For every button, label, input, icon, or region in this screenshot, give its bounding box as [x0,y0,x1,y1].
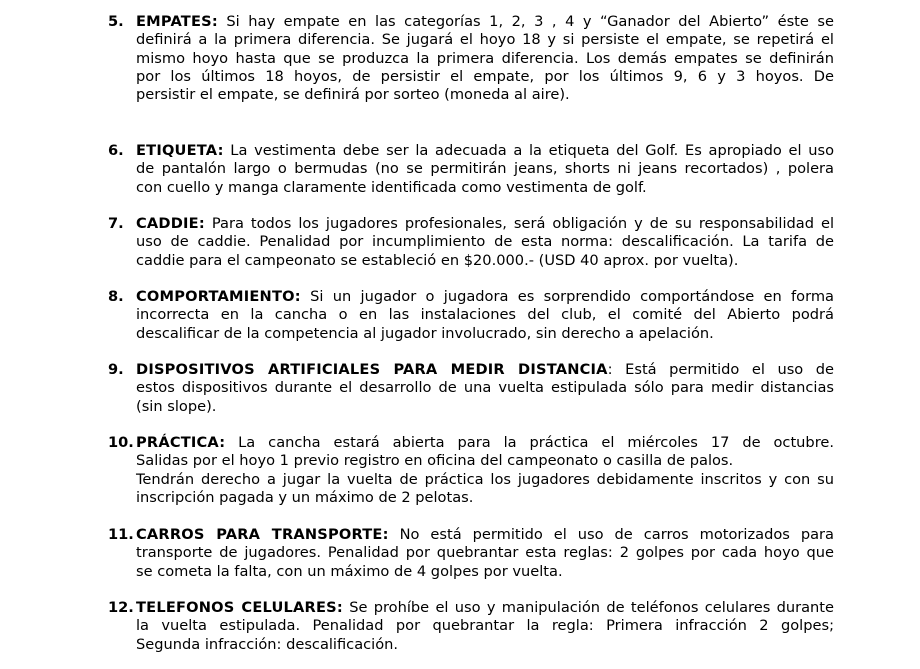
rule-line: Tendrán derecho a jugar la vuelta de práctica los jugadores debidamente inscritos y con su [136,470,834,488]
rule-number: 5. [108,13,124,30]
rule-line: se cometa la falta, con un máximo de 4 golpes por vuelta. [136,562,563,580]
rule-body [136,361,834,416]
rule-line: con cuello y manga claramente identificada como vestimenta de golf. [136,178,647,196]
rule-line: Segunda infracción: descalificación. [136,635,399,653]
rule-title: DISPOSITIVOS ARTIFICIALES PARA MEDIR DISTANCIA [136,361,608,378]
rule-title: EMPATES: [136,13,218,30]
rule-line: descalificar de la competencia al jugador involucrado, sin derecho a apelación. [136,324,714,342]
rule-line: CARROS PARA TRANSPORTE: No está permitido el uso de carros motorizados para [136,526,834,543]
rule-line: caddie para el campeonato se estableció en $20.000.- (USD 40 aprox. por vuelta). [136,251,739,269]
rule-title: PRÁCTICA: [136,434,226,451]
rule-title: CARROS PARA TRANSPORTE: [136,526,389,543]
rule-body [136,13,834,104]
rule-title: TELEFONOS CELULARES: [136,599,343,616]
rule-title: CADDIE: [136,215,205,232]
rule-number: 10. [108,434,134,451]
rule-number: 7. [108,215,124,232]
rule-line: EMPATES: Si hay empate en las categorías 1, 2, 3 , 4 y “Ganador del Abierto” éste se [136,13,834,30]
rule-line: definirá a la primera diferencia. Se jugará el hoyo 18 y si persiste el empate, se repetirá el [136,31,834,49]
rule-line: mismo hoyo hasta que se produzca la primera diferencia. Los demás empates se definirán [136,49,834,67]
rule-line: ETIQUETA: La vestimenta debe ser la adecuada a la etiqueta del Golf. Es apropiado el uso [136,142,834,159]
rule-line: de pantalón largo o bermudas (no se permitirán jeans, shorts ni jeans recortados) , polera [136,160,834,178]
rule-line: PRÁCTICA: La cancha estará abierta para la práctica el miércoles 17 de octubre. [136,434,834,451]
rule-line: COMPORTAMIENTO: Si un jugador o jugadora es sorprendido comportándose en forma [136,288,834,305]
rule-body [136,526,834,581]
rule-body [136,599,834,654]
rule-line: inscripción pagada y un máximo de 2 pelotas. [136,488,474,506]
rule-line: persistir el empate, se definirá por sorteo (moneda al aire). [136,86,570,104]
rule-body [136,142,834,197]
rule-body [136,288,834,343]
rule-line: la vuelta estipulada. Penalidad por quebrantar la regla: Primera infracción 2 golpes; [136,617,834,635]
rule-number: 8. [108,288,124,305]
rule-body [136,215,834,270]
rule-number: 6. [108,142,124,159]
rule-line: CADDIE: Para todos los jugadores profesionales, será obligación y de su responsabilidad el [136,215,834,232]
rule-line: estos dispositivos durante el desarrollo de una vuelta estipulada sólo para medir distancias [136,379,834,397]
rule-line: incorrecta en la cancha o en las instalaciones del club, el comité del Abierto podrá [136,306,834,324]
rule-line: TELEFONOS CELULARES: Se prohíbe el uso y manipulación de teléfonos celulares durante [136,599,835,616]
rule-title: ETIQUETA: [136,142,224,159]
rule-line: uso de caddie. Penalidad por incumplimiento de esta norma: descalificación. La tarifa de [136,233,834,251]
rule-line: (sin slope). [136,397,217,415]
rule-line: por los últimos 18 hoyos, de persistir el empate, por los últimos 9, 6 y 3 hoyos. De [136,67,834,85]
rule-number: 11. [108,526,134,543]
rule-number: 9. [108,361,124,378]
rule-title: COMPORTAMIENTO: [136,288,301,305]
rule-line: DISPOSITIVOS ARTIFICIALES PARA MEDIR DISTANCIA: Está permitido el uso de [136,361,834,378]
rule-body [136,434,834,507]
rule-line: Salidas por el hoyo 1 previo registro en oficina del campeonato o casilla de palos. [136,452,734,470]
rule-line: transporte de jugadores. Penalidad por quebrantar esta reglas: 2 golpes por cada hoyo que [136,544,834,562]
rule-number: 12. [108,599,134,616]
